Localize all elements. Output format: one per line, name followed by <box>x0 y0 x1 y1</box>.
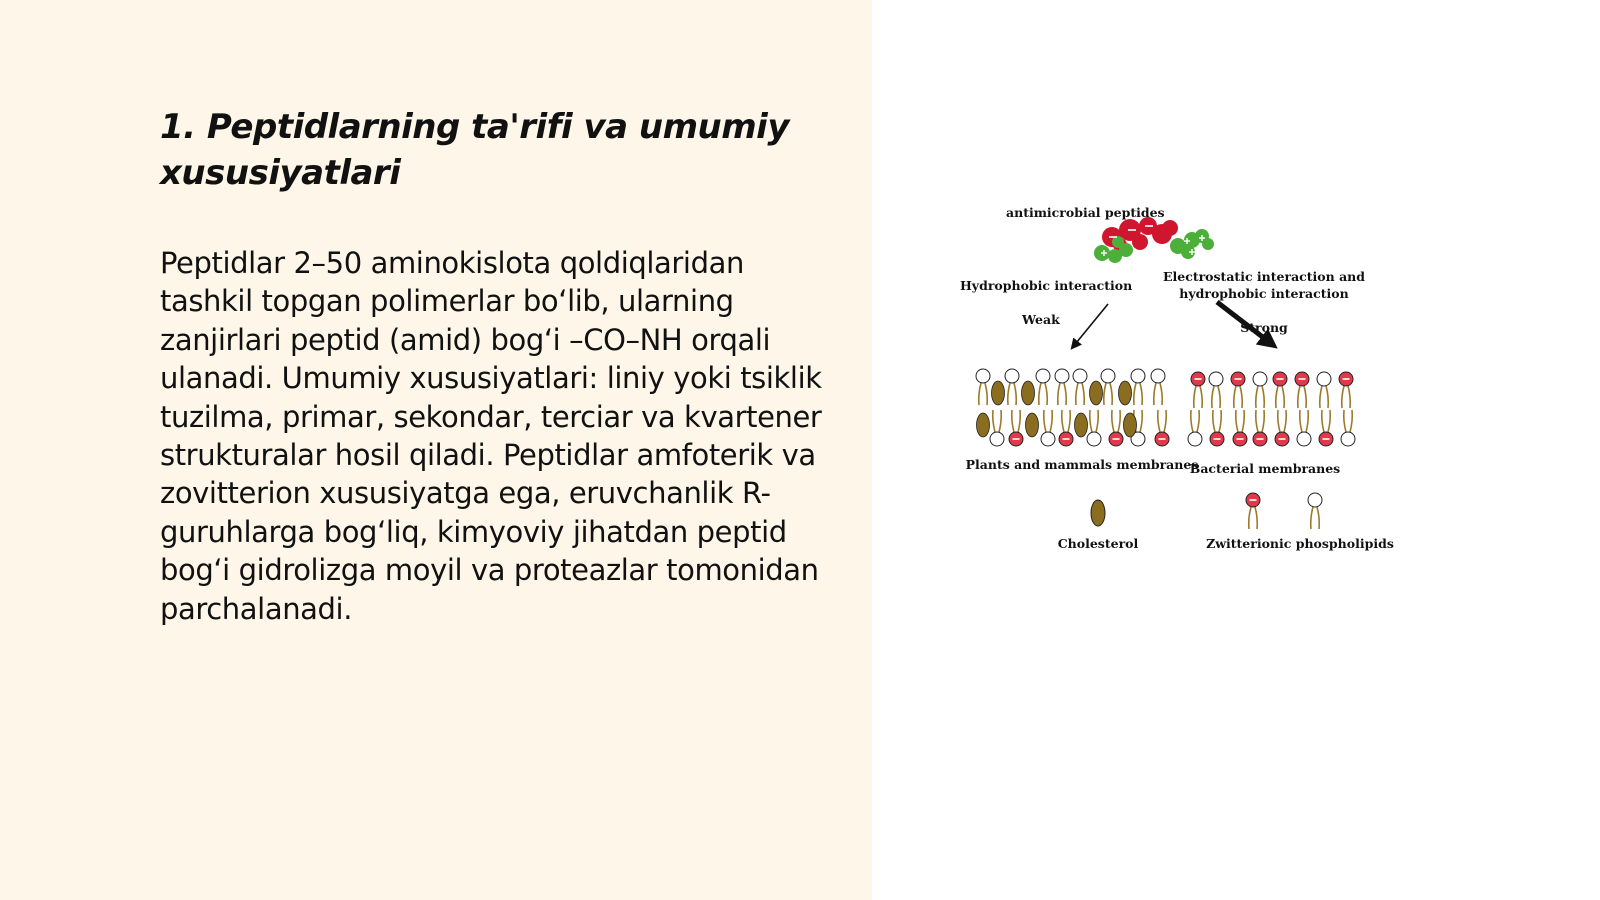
lipid-tail <box>1110 383 1112 405</box>
lipid-tail <box>1304 386 1306 408</box>
zwitterionic-phospholipid <box>1341 410 1355 446</box>
lipid-tail <box>1045 383 1047 405</box>
lipid-tail <box>1262 410 1264 432</box>
lipid-tail <box>1018 410 1020 432</box>
lipid-head <box>1055 369 1069 383</box>
anionic-phospholipid <box>1253 410 1267 446</box>
lipid-tail <box>1050 410 1052 432</box>
lipid-tail <box>1276 386 1278 408</box>
cholesterol <box>977 413 990 437</box>
lipid-tail <box>1278 410 1280 432</box>
cationic-residue <box>1162 220 1178 236</box>
lipid-head <box>1297 432 1311 446</box>
cholesterol <box>1119 381 1132 405</box>
lipid-tail <box>1262 386 1264 408</box>
cholesterol <box>1124 413 1137 437</box>
anionic-phospholipid <box>1009 410 1023 446</box>
lipid-tail <box>1240 386 1242 408</box>
bacterial-membrane-label: Bacterial membranes <box>1189 461 1341 476</box>
weak-arrow <box>1072 304 1108 348</box>
lipid-tail <box>1062 410 1064 432</box>
lipid-tail <box>1300 410 1302 432</box>
zwitterionic-phospholipid <box>1073 369 1087 405</box>
zwitterionic-phospholipid <box>1297 410 1311 446</box>
lipid-head <box>1209 372 1223 386</box>
cholesterol <box>1022 381 1035 405</box>
lipid-tail <box>1197 410 1199 432</box>
lipid-tail <box>1242 410 1244 432</box>
lipid-tail <box>1140 410 1142 432</box>
lipid-head <box>976 369 990 383</box>
lipid-tail <box>1256 386 1258 408</box>
lipid-tail <box>1212 386 1214 408</box>
cationic-residue <box>1132 234 1148 250</box>
electrostatic-label-line2: hydrophobic interaction <box>1179 286 1349 301</box>
lipid-tail <box>1236 410 1238 432</box>
cholesterol-label: Cholesterol <box>1057 536 1139 551</box>
zwitterionic-phospholipid <box>1317 372 1331 408</box>
anionic-phospholipid <box>1233 410 1247 446</box>
anionic-phospholipid <box>1155 410 1169 446</box>
zwitterionic-phospholipid <box>1101 369 1115 405</box>
anionic-phospholipid <box>1059 410 1073 446</box>
anionic-phospholipid <box>1210 410 1224 446</box>
weak-label: Weak <box>1022 312 1060 327</box>
lipid-head <box>1087 432 1101 446</box>
lipid-head <box>1101 369 1115 383</box>
cholesterol <box>1026 413 1039 437</box>
lipid-tail <box>1306 410 1308 432</box>
lipid-tail <box>1200 386 1202 408</box>
peptides-label: antimicrobial peptides <box>1006 205 1165 220</box>
cholesterol <box>1090 381 1103 405</box>
zwitterionic-phospholipid <box>976 369 990 405</box>
lipid-tail <box>1134 383 1136 405</box>
lipid-tail <box>993 410 995 432</box>
lipid-tail <box>1249 507 1251 529</box>
hydrophobic-residue <box>1112 236 1124 248</box>
anionic-phospholipid <box>1109 410 1123 446</box>
lipid-tail <box>1234 386 1236 408</box>
lipid-tail <box>1104 383 1106 405</box>
electrostatic-label-line1: Electrostatic interaction and <box>1162 269 1366 284</box>
zwitterionic-phospholipid <box>1151 369 1165 405</box>
lipid-tail <box>1194 386 1196 408</box>
lipid-tail <box>1112 410 1114 432</box>
lipid-tail <box>1090 410 1092 432</box>
zwitterionic-phospholipid <box>1005 369 1019 405</box>
lipid-tail <box>1158 410 1160 432</box>
lipid-head <box>1005 369 1019 383</box>
lipid-head <box>1073 369 1087 383</box>
cholesterol-legend-icon <box>1091 500 1105 526</box>
lipid-head <box>1041 432 1055 446</box>
lipid-tail <box>1012 410 1014 432</box>
lipid-tail <box>1350 410 1352 432</box>
zwitterionic-phospholipid <box>1209 372 1223 408</box>
lipid-tail <box>1320 386 1322 408</box>
lipid-tail <box>1342 386 1344 408</box>
anionic-phospholipid <box>1273 372 1287 408</box>
anionic-phospholipid <box>1246 493 1260 529</box>
lipid-tail <box>1140 383 1142 405</box>
lipid-tail <box>1160 383 1162 405</box>
anionic-phospholipid <box>1339 372 1353 408</box>
lipid-tail <box>1096 410 1098 432</box>
zwitterionic-phospholipid <box>1188 410 1202 446</box>
lipid-tail <box>1008 383 1010 405</box>
zwitterionic-phospholipid <box>1087 410 1101 446</box>
lipid-tail <box>1082 383 1084 405</box>
lipid-tail <box>1044 410 1046 432</box>
anionic-phospholipid <box>1191 372 1205 408</box>
zwitterionic-phospholipid <box>990 410 1004 446</box>
lipid-tail <box>1326 386 1328 408</box>
lipid-tail <box>1076 383 1078 405</box>
lipid-tail <box>1118 410 1120 432</box>
zwitterionic-phospholipid <box>1253 372 1267 408</box>
lipid-tail <box>1164 410 1166 432</box>
lipid-tail <box>1322 410 1324 432</box>
lipid-tail <box>1191 410 1193 432</box>
zwitterionic-label: Zwitterionic phospholipids <box>1206 536 1394 551</box>
hydrophobic-label: Hydrophobic interaction <box>960 278 1133 293</box>
zwitterionic-phospholipid <box>1055 369 1069 405</box>
hydrophobic-residue <box>1202 238 1214 250</box>
lipid-tail <box>1344 410 1346 432</box>
lipid-tail <box>1328 410 1330 432</box>
lipid-tail <box>1255 507 1257 529</box>
lipid-head <box>1308 493 1322 507</box>
lipid-tail <box>999 410 1001 432</box>
anionic-phospholipid <box>1295 372 1309 408</box>
lipid-tail <box>1298 386 1300 408</box>
lipid-tail <box>1317 507 1319 529</box>
bacterial-membrane <box>1188 372 1355 446</box>
zwitterionic-phospholipid <box>1041 410 1055 446</box>
strong-label: Strong <box>1240 320 1288 335</box>
plant-membrane-label: Plants and mammals membranes <box>965 457 1199 472</box>
lipid-head <box>990 432 1004 446</box>
anionic-phospholipid <box>1319 410 1333 446</box>
zwitterionic-phospholipid <box>1036 369 1050 405</box>
lipid-tail <box>1218 386 1220 408</box>
lipid-tail <box>1039 383 1041 405</box>
cholesterol <box>1075 413 1088 437</box>
anionic-lipid-legend-icon <box>1246 493 1260 529</box>
lipid-tail <box>985 383 987 405</box>
zwitterionic-lipid-legend-icon <box>1308 493 1322 529</box>
lipid-tail <box>1348 386 1350 408</box>
slide-title: 1. Peptidlarning ta'rifi va umumiy xususiyatlari <box>160 107 789 193</box>
anionic-phospholipid <box>1275 410 1289 446</box>
lipid-tail <box>1014 383 1016 405</box>
zwitterionic-phospholipid <box>1308 493 1322 529</box>
lipid-head <box>1036 369 1050 383</box>
lipid-head <box>1151 369 1165 383</box>
lipid-tail <box>1282 386 1284 408</box>
membrane-interaction-diagram <box>940 190 1460 580</box>
slide-body-text: Peptidlar 2–50 aminokislota qoldiqlaridan tashkil topgan polimerlar bo‘lib, ularning zanjirlari peptid (amid) bog‘i –CO–NH orqali ulanadi. Umumiy xususiyatlari: liniy yoki tsiklik tuzilma, primar, sekondar, terciar va kvartener strukturalar hosil qiladi. Peptidlar amfoterik va zovitterion xususiyatga ega, eruvchanlik R-guruhlarga bog‘liq, kimyoviy jihatdan peptid bog‘i gidrolizga moyil va proteazlar tomonidan parchalanadi. <box>160 246 822 626</box>
cholesterol <box>992 381 1005 405</box>
lipid-tail <box>1311 507 1313 529</box>
peptide-cluster <box>1094 217 1214 263</box>
zwitterionic-phospholipid <box>1131 369 1145 405</box>
lipid-tail <box>1213 410 1215 432</box>
anionic-phospholipid <box>1231 372 1245 408</box>
lipid-head <box>1131 369 1145 383</box>
lipid-tail <box>979 383 981 405</box>
lipid-tail <box>1154 383 1156 405</box>
lipid-head <box>1253 372 1267 386</box>
lipid-tail <box>1219 410 1221 432</box>
lipid-tail <box>1068 410 1070 432</box>
plant-membrane <box>976 369 1169 446</box>
lipid-head <box>1341 432 1355 446</box>
lipid-tail <box>1058 383 1060 405</box>
lipid-tail <box>1284 410 1286 432</box>
lipid-tail <box>1064 383 1066 405</box>
lipid-tail <box>1256 410 1258 432</box>
lipid-head <box>1188 432 1202 446</box>
lipid-head <box>1317 372 1331 386</box>
